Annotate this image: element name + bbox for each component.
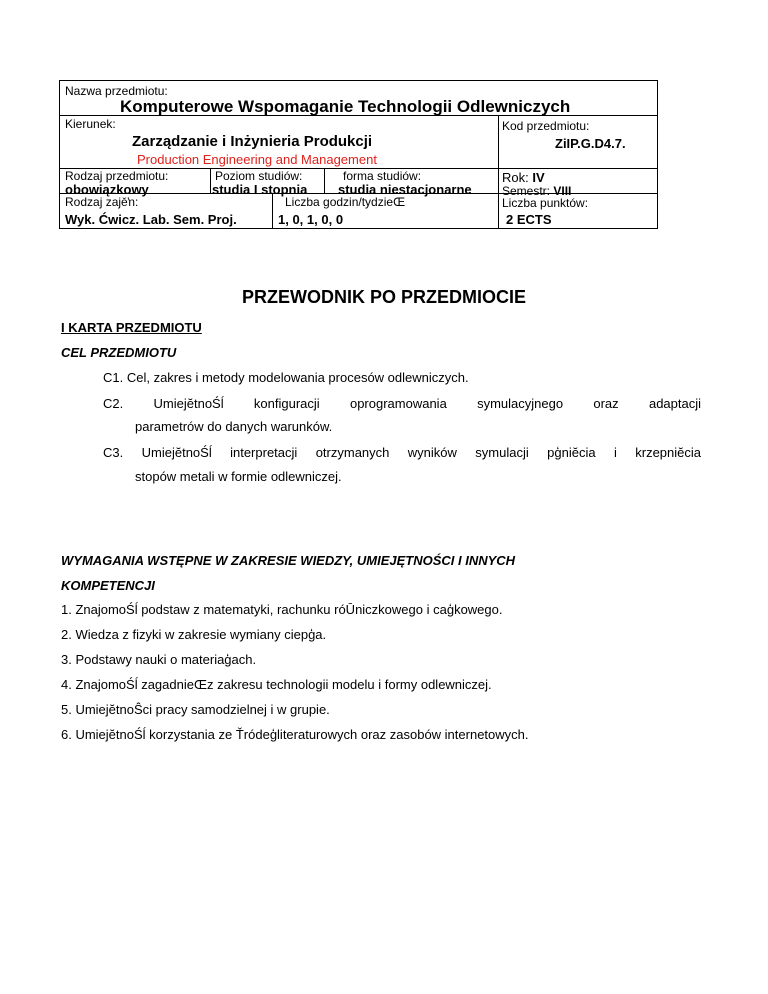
requirement-item: 6. UmiejĕtnoŚĺ korzystania ze Ťródeģliteraturowych oraz zasobów internetowych. — [61, 727, 529, 742]
study-form-label: forma studiów: — [343, 169, 422, 183]
field-of-study-value: Zarządzanie i Inżynieria Produkcji — [132, 133, 373, 150]
ects-label: Liczba punktów: — [502, 196, 589, 210]
ects-value: 2 ECTS — [506, 212, 552, 227]
course-card-heading: I KARTA PRZEDMIOTU — [61, 320, 202, 335]
requirement-item: 1. ZnajomoŚĺ podstaw z matematyki, rachunku róŪniczkowego i caģkowego. — [61, 602, 503, 617]
year-label: Rok: — [502, 170, 529, 185]
study-level-value: studia I stopnia — [212, 182, 308, 197]
column-divider — [324, 168, 325, 193]
study-level-label: Poziom studiów: — [215, 169, 303, 183]
course-goal-heading: CEL PRZEDMIOTU — [61, 345, 177, 360]
column-divider — [210, 168, 211, 193]
requirement-item: 5. UmiejĕtnoŜci pracy samodzielnej i w grupie. — [61, 702, 330, 717]
requirement-item: 3. Podstawy nauki o materiaģach. — [61, 652, 257, 667]
semester-value: VIII — [553, 184, 572, 198]
goal-c3-line2: stopów metali w formie odlewniczej. — [135, 469, 342, 484]
course-code-label: Kod przedmiotu: — [502, 119, 590, 133]
goal-c3-line1: C3. UmiejĕtnoŚĺ interpretacji otrzymanych wyników symulacji pģniĕcia i krzepniĕcia — [103, 445, 701, 460]
course-code-value: ZiIP.G.D4.7. — [555, 136, 626, 151]
column-divider — [498, 115, 499, 229]
field-of-study-english: Production Engineering and Management — [137, 152, 377, 167]
course-type-label: Rodzaj przedmiotu: — [65, 169, 169, 183]
requirement-item: 4. ZnajomoŚĺ zagadnieŒz zakresu technologii modelu i formy odlewniczej. — [61, 677, 492, 692]
hours-per-week-value: 1, 0, 1, 0, 0 — [278, 212, 344, 227]
requirements-heading-line2: KOMPETENCJI — [61, 578, 155, 593]
course-name-value: Komputerowe Wspomaganie Technologii Odlewniczych — [120, 97, 571, 116]
row-divider — [498, 168, 657, 169]
requirements-heading-line1: WYMAGANIA WSTĘPNE W ZAKRESIE WIEDZY, UMIEJĘTNOŚCI I INNYCH — [61, 553, 516, 568]
study-form-value: studia niestacjonarne — [338, 182, 472, 197]
goal-c2-line1: C2. UmiejĕtnoŚĺ konfiguracji oprogramowania symulacyjnego oraz adaptacji — [103, 396, 701, 411]
class-type-label: Rodzaj zajěŉ: — [65, 195, 139, 209]
year-field — [502, 170, 545, 185]
column-divider — [272, 193, 273, 229]
course-name-label: Nazwa przedmiotu: — [65, 84, 168, 98]
course-header-table — [59, 80, 658, 229]
course-type-value: obowiązkowy — [65, 182, 149, 197]
requirement-item: 2. Wiedza z fizyki w zakresie wymiany ciepģa. — [61, 627, 327, 642]
field-of-study-label: Kierunek: — [65, 117, 116, 131]
goal-c1: C1. Cel, zakres i metody modelowania procesów odlewniczych. — [103, 370, 469, 385]
semester-label: Semestr: — [502, 184, 551, 198]
document-title: PRZEWODNIK PO PRZEDMIOCIE — [241, 287, 526, 307]
goal-c2-line2: parametrów do danych warunków. — [135, 419, 333, 434]
class-type-value: Wyk. Ćwicz. Lab. Sem. Proj. — [65, 212, 237, 227]
hours-per-week-label: Liczba godzin/tydzieŒ — [285, 195, 406, 209]
year-value: IV — [532, 170, 545, 185]
